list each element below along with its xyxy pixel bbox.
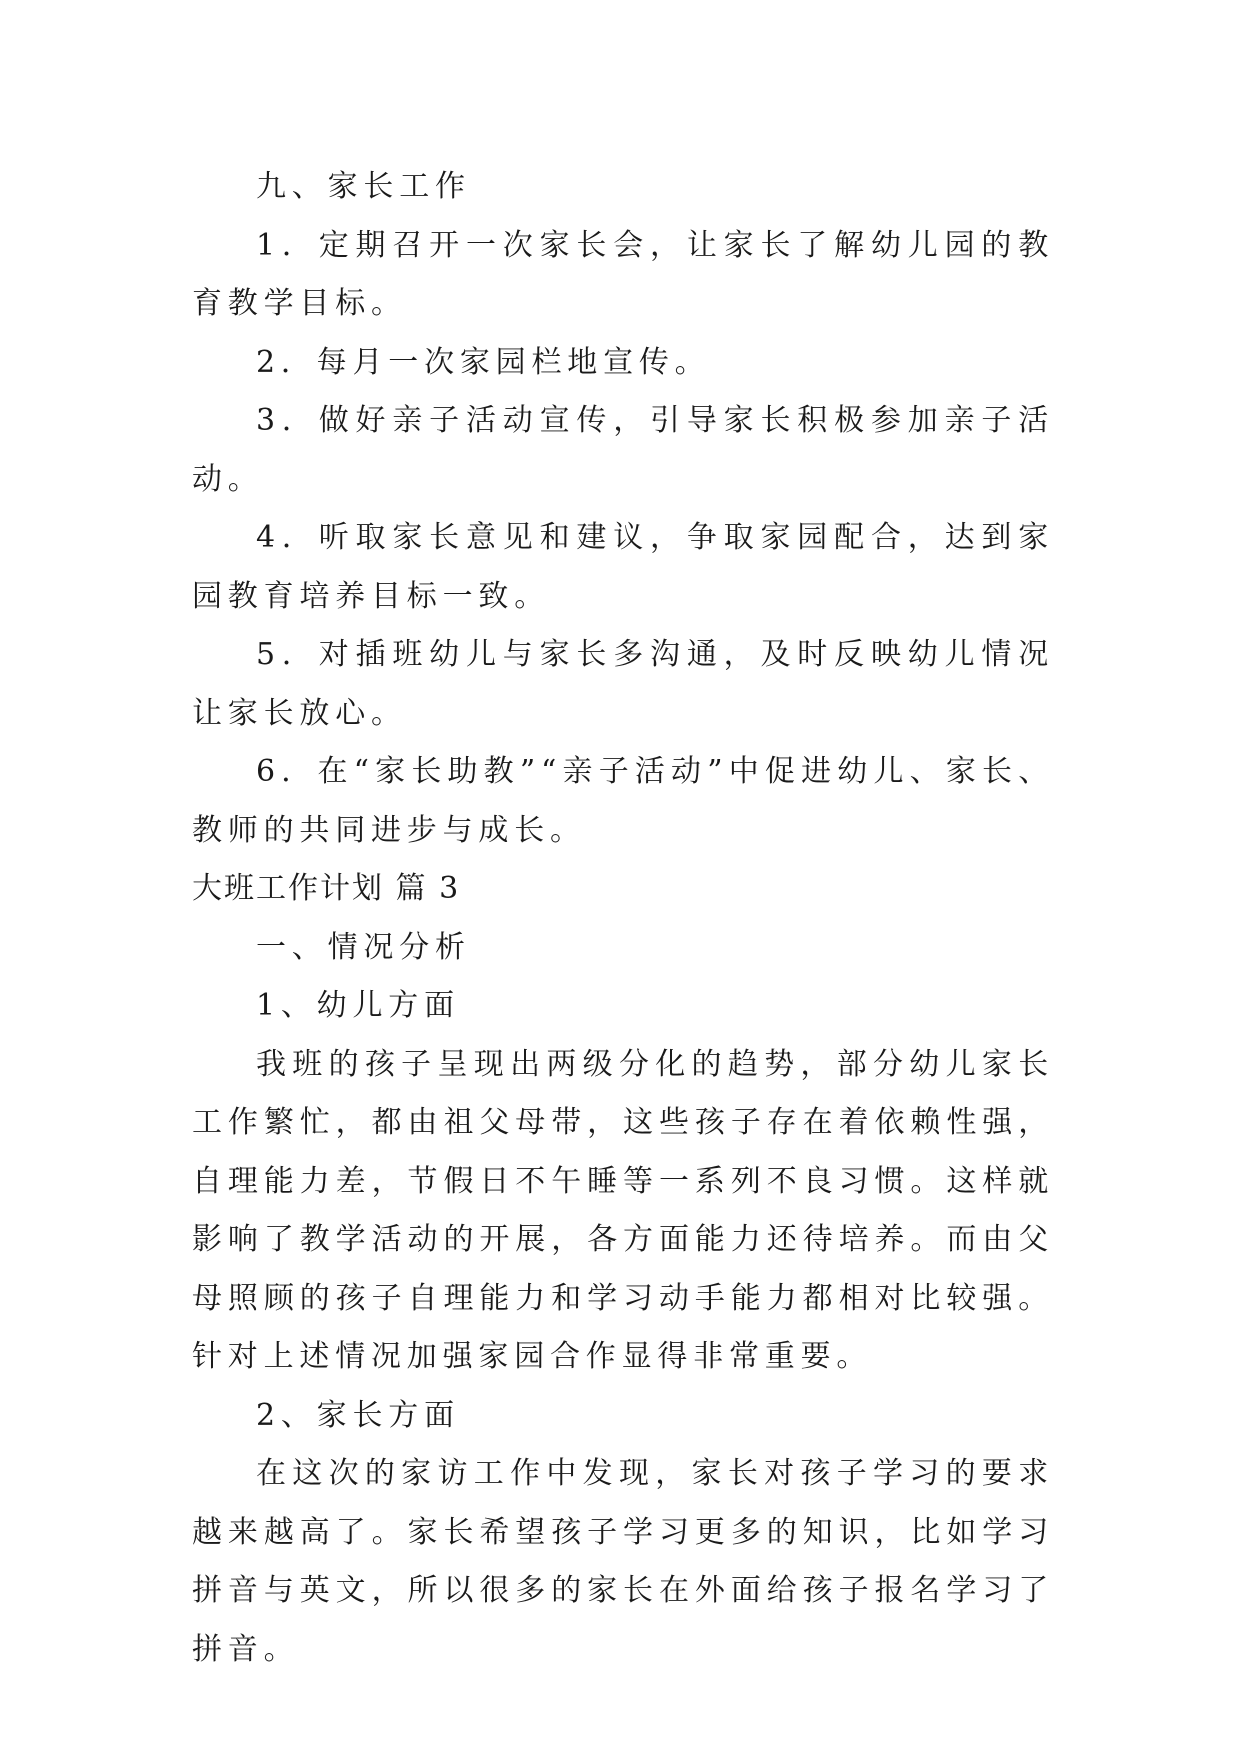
document-page bbox=[192, 158, 1054, 1679]
section-heading-parent-work: 九、家长工作 bbox=[256, 169, 471, 204]
paragraph-item-4: 4．听取家长意见和建议，争取家园配合，达到家园教育培养目标一致。 bbox=[192, 520, 1054, 614]
section-heading-situation: 一、情况分析 bbox=[256, 929, 471, 965]
subheading-parents: 2、家长方面 bbox=[256, 1397, 460, 1433]
paragraph-item-5: 5．对插班幼儿与家长多沟通，及时反映幼儿情况让家长放心。 bbox=[192, 637, 1054, 731]
plan-title: 大班工作计划 篇 3 bbox=[192, 871, 461, 906]
paragraph-item-1: 1．定期召开一次家长会，让家长了解幼儿园的教育教学目标。 bbox=[192, 227, 1054, 321]
paragraph-item-3: 3．做好亲子活动宣传，引导家长积极参加亲子活动。 bbox=[192, 403, 1054, 497]
subheading-children: 1、幼儿方面 bbox=[256, 988, 460, 1023]
paragraph-item-6: 6．在“家长助教”“亲子活动”中促进幼儿、家长、教师的共同进步与成长。 bbox=[192, 754, 1054, 848]
paragraph-item-2: 2．每月一次家园栏地宣传。 bbox=[256, 344, 711, 380]
paragraph-parents-analysis: 在这次的家访工作中发现，家长对孩子学习的要求越来越高了。家长希望孩子学习更多的知识，比如学习拼音与英文，所以很多的家长在外面给孩子报名学习了拼音。 bbox=[192, 1456, 1054, 1667]
paragraph-children-analysis: 我班的孩子呈现出两级分化的趋势，部分幼儿家长工作繁忙，都由祖父母带，这些孩子存在着依赖性强，自理能力差，节假日不午睡等一系列不良习惯。这样就影响了教学活动的开展，各方面能力还待培养。而由父母照顾的孩子自理能力和学习动手能力都相对比较强。针对上述情况加强家园合作显得非常重要。 bbox=[192, 1046, 1054, 1374]
